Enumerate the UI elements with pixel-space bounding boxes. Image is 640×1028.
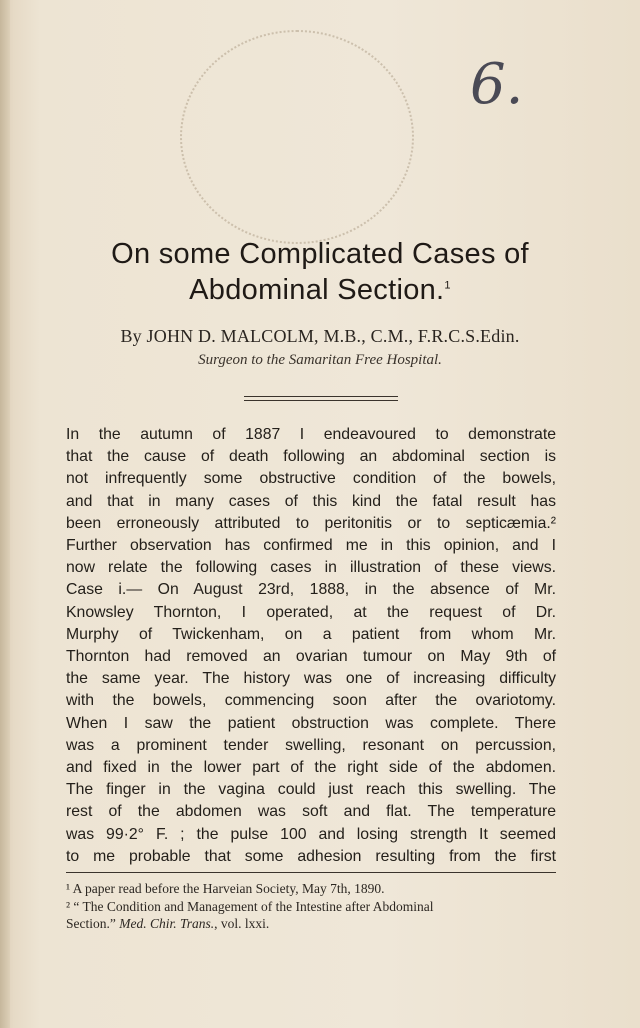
title-line-2-text: Abdominal Section. <box>189 274 445 306</box>
title-footnote-ref: 1 <box>444 279 451 292</box>
title-line-1: On some Complicated Cases of <box>111 238 529 270</box>
footnotes <box>66 880 556 933</box>
body-line: and that in many cases of this kind the fatal result has <box>66 492 556 510</box>
footnote-1: ¹ A paper read before the Harveian Society, May 7th, 1890. <box>66 881 385 896</box>
divider-rule-top <box>244 396 398 397</box>
body-line: to me probable that some adhesion resulting from the first <box>66 847 556 865</box>
footnote-2-title: Section.” <box>66 916 120 931</box>
body-line: with the bowels, commencing soon after the ovariotomy. <box>66 692 556 710</box>
body-line: was a prominent tender swelling, resonant on percussion, <box>66 736 556 754</box>
page-edge <box>0 0 10 1028</box>
footnote-2-line-2 <box>66 915 556 933</box>
body-line: now relate the following cases in illustration of these views. <box>66 559 556 577</box>
divider-rule-bottom <box>244 400 398 401</box>
body-line: Case i.— On August 23rd, 1888, in the absence of Mr. <box>66 581 556 599</box>
body-line: not infrequently some obstructive condition of the bowels, <box>66 470 556 488</box>
footnote-rule <box>66 872 556 873</box>
footnote-2-volume: , vol. lxxi. <box>214 916 270 931</box>
library-stamp <box>180 30 414 244</box>
body-line: that the cause of death following an abdominal section is <box>66 448 556 466</box>
body-line: the same year. The history was one of increasing difficulty <box>66 670 556 688</box>
footnote-2-journal: Med. Chir. Trans. <box>119 916 215 931</box>
body-line: rest of the abdomen was soft and flat. The temperature <box>66 803 556 821</box>
body-paragraph <box>66 424 556 868</box>
body-line: and fixed in the lower part of the right side of the abdomen. <box>66 759 556 777</box>
title-line-2 <box>0 274 640 307</box>
body-line: been erroneously attributed to peritonitis or to septicæmia.² <box>66 514 556 532</box>
body-line: was 99·2° F. ; the pulse 100 and losing strength It seemed <box>66 825 556 843</box>
author-byline: By JOHN D. MALCOLM, M.B., C.M., F.R.C.S.Edin. <box>120 326 520 346</box>
body-line: Thornton had removed an ovarian tumour on May 9th of <box>66 648 556 666</box>
body-line: The finger in the vagina could just reach this swelling. The <box>66 781 556 799</box>
body-line: When I saw the patient obstruction was complete. There <box>66 714 556 732</box>
body-line: In the autumn of 1887 I endeavoured to demonstrate <box>66 426 556 443</box>
handwritten-number: 6. <box>470 52 524 117</box>
body-line: Knowsley Thornton, I operated, at the request of Dr. <box>66 603 556 621</box>
footnote-2-line-1: ² “ The Condition and Management of the Intestine after Abdominal <box>66 898 434 914</box>
author-affiliation: Surgeon to the Samaritan Free Hospital. <box>198 352 442 368</box>
body-line: Further observation has confirmed me in this opinion, and I <box>66 537 556 555</box>
body-line: Murphy of Twickenham, on a patient from whom Mr. <box>66 625 556 643</box>
